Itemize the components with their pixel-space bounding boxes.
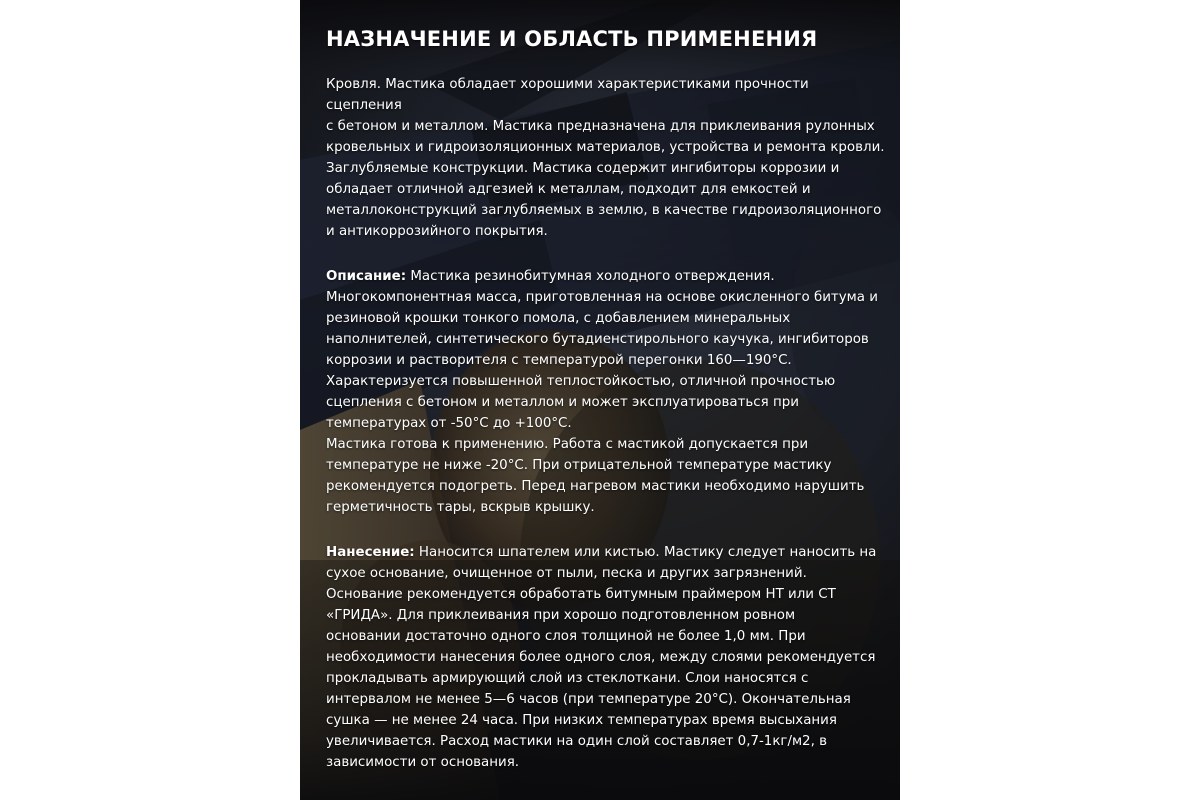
text-line: рекомендуется подогреть. Перед нагревом мастики необходимо нарушить bbox=[326, 479, 865, 494]
text-line: и антикоррозийного покрытия. bbox=[326, 224, 548, 239]
text-line: с бетоном и металлом. Мастика предназначена для приклеивания рулонных bbox=[326, 119, 875, 134]
text-line: резиновой крошки тонкого помола, с добавлением минеральных bbox=[326, 311, 791, 326]
paragraph-application bbox=[326, 542, 882, 773]
text-line: температуре не ниже -20°С. При отрицательной температуре мастику bbox=[326, 458, 832, 473]
application-label: Нанесение: bbox=[326, 545, 415, 560]
text-line: основании достаточно одного слоя толщиной не более 1,0 мм. При bbox=[326, 629, 806, 644]
description-first-line: Мастика резинобитумная холодного отверждения. bbox=[406, 269, 775, 284]
text-line: Характеризуется повышенной теплостойкостью, отличной прочностью bbox=[326, 374, 836, 389]
text-line: наполнителей, синтетического бутадиенстирольного каучука, ингибиторов bbox=[326, 332, 869, 347]
text-line: Заглубляемые конструкции. Мастика содержит ингибиторы коррозии и bbox=[326, 161, 840, 176]
text-line bbox=[326, 266, 882, 287]
text-line: «ГРИДА». Для приклеивания при хорошо подготовленном ровном bbox=[326, 608, 796, 623]
text-line: Основание рекомендуется обработать битумным праймером НТ или СТ bbox=[326, 587, 836, 602]
paragraph-description bbox=[326, 266, 882, 518]
info-card bbox=[300, 0, 900, 800]
text-line: сцепления bbox=[326, 98, 402, 113]
text-line: прокладывать армирующий слой из стеклоткани. Слои наносятся с bbox=[326, 671, 809, 686]
description-label: Описание: bbox=[326, 269, 407, 284]
text-line: сцепления с бетоном и металлом и может эксплуатироваться при bbox=[326, 395, 799, 410]
text-line: зависимости от основания. bbox=[326, 755, 520, 770]
section-title: НАЗНАЧЕНИЕ И ОБЛАСТЬ ПРИМЕНЕНИЯ bbox=[326, 27, 818, 51]
text-line: Кровля. Мастика обладает хорошими характеристиками прочности bbox=[326, 77, 809, 92]
text-line: сушка — не менее 24 часа. При низких температурах время высыхания bbox=[326, 713, 837, 728]
content bbox=[326, 24, 885, 797]
text-line: коррозии и растворителя с температурой перегонки 160—190°С. bbox=[326, 353, 792, 368]
text-line: увеличивается. Расход мастики на один слой составляет 0,7-1кг/м2, в bbox=[326, 734, 827, 749]
text-line: Мастика готова к применению. Работа с мастикой допускается при bbox=[326, 437, 809, 452]
text-line: необходимости нанесения более одного слоя, между слоями рекомендуется bbox=[326, 650, 876, 665]
text-line: металлоконструкций заглубляемых в землю, в качестве гидроизоляционного bbox=[326, 203, 882, 218]
paragraph-purpose bbox=[326, 74, 885, 242]
application-first-line: Наносится шпателем или кистью. Мастику следует наносить на bbox=[414, 545, 877, 560]
text-line: обладает отличной адгезией к металлам, подходит для емкостей и bbox=[326, 182, 811, 197]
text-line: сухое основание, очищенное от пыли, песка и других загрязнений. bbox=[326, 566, 807, 581]
text-line bbox=[326, 542, 882, 563]
text-line: интервалом не менее 5—6 часов (при температуре 20°С). Окончательная bbox=[326, 692, 851, 707]
text-line: Многокомпонентная масса, приготовленная на основе окисленного битума и bbox=[326, 290, 878, 305]
text-line: герметичность тары, вскрыв крышку. bbox=[326, 500, 595, 515]
text-line: температурах от -50°С до +100°С. bbox=[326, 416, 572, 431]
text-line: кровельных и гидроизоляционных материалов, устройства и ремонта кровли. bbox=[326, 140, 885, 155]
